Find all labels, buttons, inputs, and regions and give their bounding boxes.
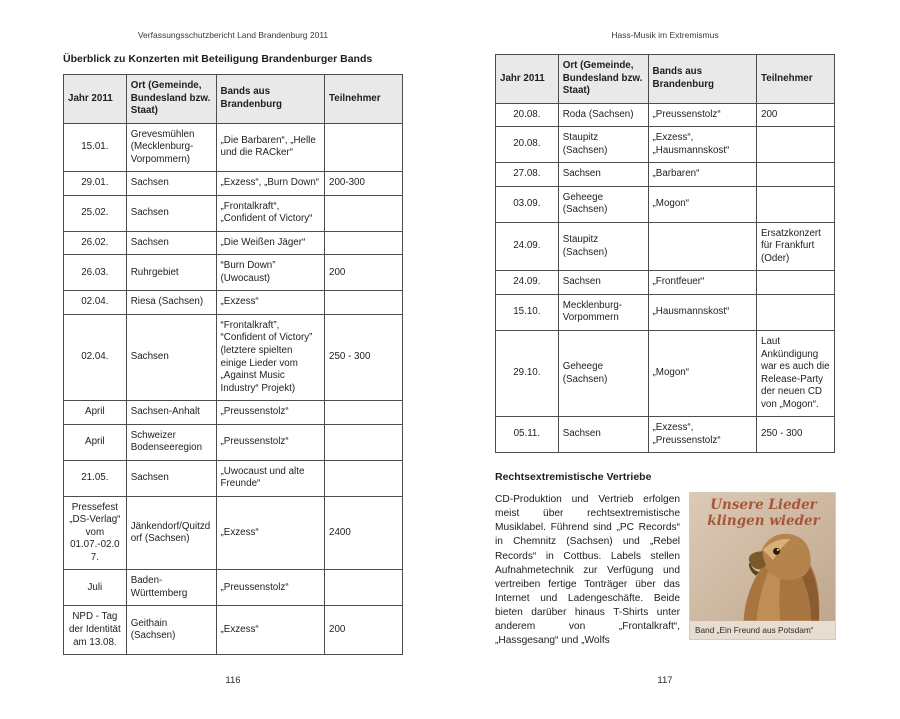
table-header-cell: Jahr 2011 [64, 75, 127, 124]
body-paragraph: CD-Produktion und Vertrieb erfolgen meist über rechtsextremistische Musiklabel. Führend sind „PC Records“ in Chemnitz (Sachsen) und „Rebel Records“ in Cottbus. Labels stellen Aufnahmetechnik zur Verfügung und vertreiben fertige Tonträger über das Internet und Ladengeschäfte. Beide bieten darüber hinaus T-Shirts unter anderem von „Frontalkraft“, „Hassgesang“ und „Wolfs [495, 494, 680, 646]
table-cell: „Exzess“, „Preussenstolz“ [648, 417, 756, 453]
table-cell: “Frontalkraft”, “Confident of Victory” (letztere spielten einige Lieder vom „Against Music Industry“ Projekt) [216, 314, 324, 400]
table-row [64, 123, 403, 172]
table-header-cell: Jahr 2011 [496, 55, 559, 104]
table-row [64, 231, 403, 255]
table-cell: „Die Weißen Jäger“ [216, 231, 324, 255]
vertriebe-section [495, 493, 835, 648]
table-header-cell: Teilnehmer [325, 75, 403, 124]
table-cell: „Frontalkraft“, „Confident of Victory“ [216, 195, 324, 231]
table-cell: „Exzess“ [216, 291, 324, 315]
concerts-table-left [63, 74, 403, 655]
page-number-right: 117 [657, 675, 673, 686]
page-left [63, 30, 403, 686]
table-cell: Sachsen [126, 172, 216, 196]
table-cell: 26.03. [64, 255, 127, 291]
table-cell: „Mogon“ [648, 330, 756, 416]
table-row [496, 103, 835, 127]
table-cell: 200 [325, 606, 403, 655]
table-header-cell: Teilnehmer [757, 55, 835, 104]
table-row [64, 172, 403, 196]
table-header-row [64, 75, 403, 124]
table-cell: Geheege (Sachsen) [558, 330, 648, 416]
table-row [496, 417, 835, 453]
table-row [64, 255, 403, 291]
table-header-cell: Bands aus Brandenburg [216, 75, 324, 124]
table-cell: „Preussenstolz“ [216, 424, 324, 460]
table-cell: Riesa (Sachsen) [126, 291, 216, 315]
table-row [64, 606, 403, 655]
table-cell [757, 186, 835, 222]
table-cell: Ruhrgebiet [126, 255, 216, 291]
table-cell: 03.09. [496, 186, 559, 222]
table-cell: NPD - Tag der Identität am 13.08. [64, 606, 127, 655]
table-cell [325, 570, 403, 606]
concerts-table-right [495, 54, 835, 453]
table-cell: 20.08. [496, 103, 559, 127]
table-header-cell: Ort (Gemeinde, Bundesland bzw. Staat) [126, 75, 216, 124]
table-cell: Sachsen-Anhalt [126, 401, 216, 425]
table-cell: Geithain (Sachsen) [126, 606, 216, 655]
table-cell: 15.01. [64, 123, 127, 172]
table-row [496, 127, 835, 163]
table-cell: Schweizer Bodenseeregion [126, 424, 216, 460]
table-row [64, 460, 403, 496]
table-cell: „Uwocaust und alte Freunde“ [216, 460, 324, 496]
table-cell [325, 401, 403, 425]
table-cell: 02.04. [64, 314, 127, 400]
table-row [64, 195, 403, 231]
table-header-row [496, 55, 835, 104]
table-cell [648, 222, 756, 271]
table-cell: Ersatzkonzert für Frankfurt (Oder) [757, 222, 835, 271]
table-cell: „Exzess“ [216, 496, 324, 570]
table-row [496, 186, 835, 222]
table-cell: 200 [757, 103, 835, 127]
page-right [495, 30, 835, 686]
band-photo [690, 493, 835, 639]
table-cell: Grevesmühlen (Mecklenburg-Vorpommern) [126, 123, 216, 172]
table-cell: Jänkendorf/Quitzdorf (Sachsen) [126, 496, 216, 570]
table-cell: 200-300 [325, 172, 403, 196]
table-cell: Pressefest „DS-Verlag“ vom 01.07.-02.07. [64, 496, 127, 570]
table-cell [757, 163, 835, 187]
table-row [64, 291, 403, 315]
table-cell: „Preussenstolz“ [648, 103, 756, 127]
table-cell: 24.09. [496, 222, 559, 271]
table-cell: 250 - 300 [757, 417, 835, 453]
table-cell: Staupitz (Sachsen) [558, 222, 648, 271]
table-cell: Sachsen [558, 417, 648, 453]
table-row [496, 222, 835, 271]
table-cell: 2400 [325, 496, 403, 570]
table-cell: „Die Barbaren“, „Helle und die RACker“ [216, 123, 324, 172]
table-cell [325, 424, 403, 460]
table-cell: Staupitz (Sachsen) [558, 127, 648, 163]
table-cell: „Barbaren“ [648, 163, 756, 187]
table-cell: 15.10. [496, 294, 559, 330]
table-row [496, 163, 835, 187]
table-cell: Sachsen [126, 460, 216, 496]
right-section-title: Rechtsextremistische Vertriebe [495, 471, 652, 484]
table-cell: „Preussenstolz“ [216, 401, 324, 425]
table-cell: Geheege (Sachsen) [558, 186, 648, 222]
table-cell [757, 294, 835, 330]
table-cell: 26.02. [64, 231, 127, 255]
table-cell: Sachsen [126, 314, 216, 400]
table-row [64, 424, 403, 460]
table-row [496, 271, 835, 295]
table-cell: Sachsen [126, 231, 216, 255]
table-cell: 200 [325, 255, 403, 291]
table-cell: 05.11. [496, 417, 559, 453]
table-cell: „Exzess“, „Hausmannskost“ [648, 127, 756, 163]
table-cell: 02.04. [64, 291, 127, 315]
table-cell: April [64, 424, 127, 460]
left-section-title: Überblick zu Konzerten mit Beteiligung Brandenburger Bands [63, 53, 373, 65]
album-art [690, 493, 835, 621]
table-cell [325, 460, 403, 496]
table-cell: „Exzess“ [216, 606, 324, 655]
table-cell: 29.10. [496, 330, 559, 416]
table-cell: “Burn Down” (Uwocaust) [216, 255, 324, 291]
table-cell [325, 291, 403, 315]
table-cell: 21.05. [64, 460, 127, 496]
running-header-right: Hass-Musik im Extremismus [611, 30, 719, 40]
table-row [496, 330, 835, 416]
table-cell: 24.09. [496, 271, 559, 295]
table-cell: Sachsen [558, 271, 648, 295]
table-cell: 27.08. [496, 163, 559, 187]
table-row [64, 570, 403, 606]
page-number-left: 116 [225, 675, 241, 686]
table-cell: „Hausmannskost“ [648, 294, 756, 330]
table-cell [325, 231, 403, 255]
table-cell: „Preussenstolz“ [216, 570, 324, 606]
table-cell: Baden-Württemberg [126, 570, 216, 606]
table-cell [757, 127, 835, 163]
table-cell: Sachsen [558, 163, 648, 187]
table-cell: Mecklenburg-Vorpommern [558, 294, 648, 330]
table-cell [325, 195, 403, 231]
table-cell: April [64, 401, 127, 425]
table-cell: Laut Ankündigung war es auch die Release-Party der neuen CD von „Mogon“. [757, 330, 835, 416]
table-row [496, 294, 835, 330]
table-cell [757, 271, 835, 295]
album-script-text: Unsere Lieder klingen wieder [707, 497, 820, 529]
table-header-cell: Ort (Gemeinde, Bundesland bzw. Staat) [558, 55, 648, 104]
table-row [64, 401, 403, 425]
table-cell [325, 123, 403, 172]
table-header-cell: Bands aus Brandenburg [648, 55, 756, 104]
table-cell: 250 - 300 [325, 314, 403, 400]
table-cell: Juli [64, 570, 127, 606]
table-cell: 20.08. [496, 127, 559, 163]
table-row [64, 496, 403, 570]
table-cell: Sachsen [126, 195, 216, 231]
running-header-left: Verfassungsschutzbericht Land Brandenburg 2011 [137, 30, 329, 40]
table-cell: „Frontfeuer“ [648, 271, 756, 295]
table-cell: 29.01. [64, 172, 127, 196]
table-cell: 25.02. [64, 195, 127, 231]
table-row [64, 314, 403, 400]
table-cell: „Mogon“ [648, 186, 756, 222]
table-cell: Roda (Sachsen) [558, 103, 648, 127]
photo-caption: Band „Ein Freund aus Potsdam“ [690, 621, 835, 639]
table-cell: „Exzess“, „Burn Down“ [216, 172, 324, 196]
